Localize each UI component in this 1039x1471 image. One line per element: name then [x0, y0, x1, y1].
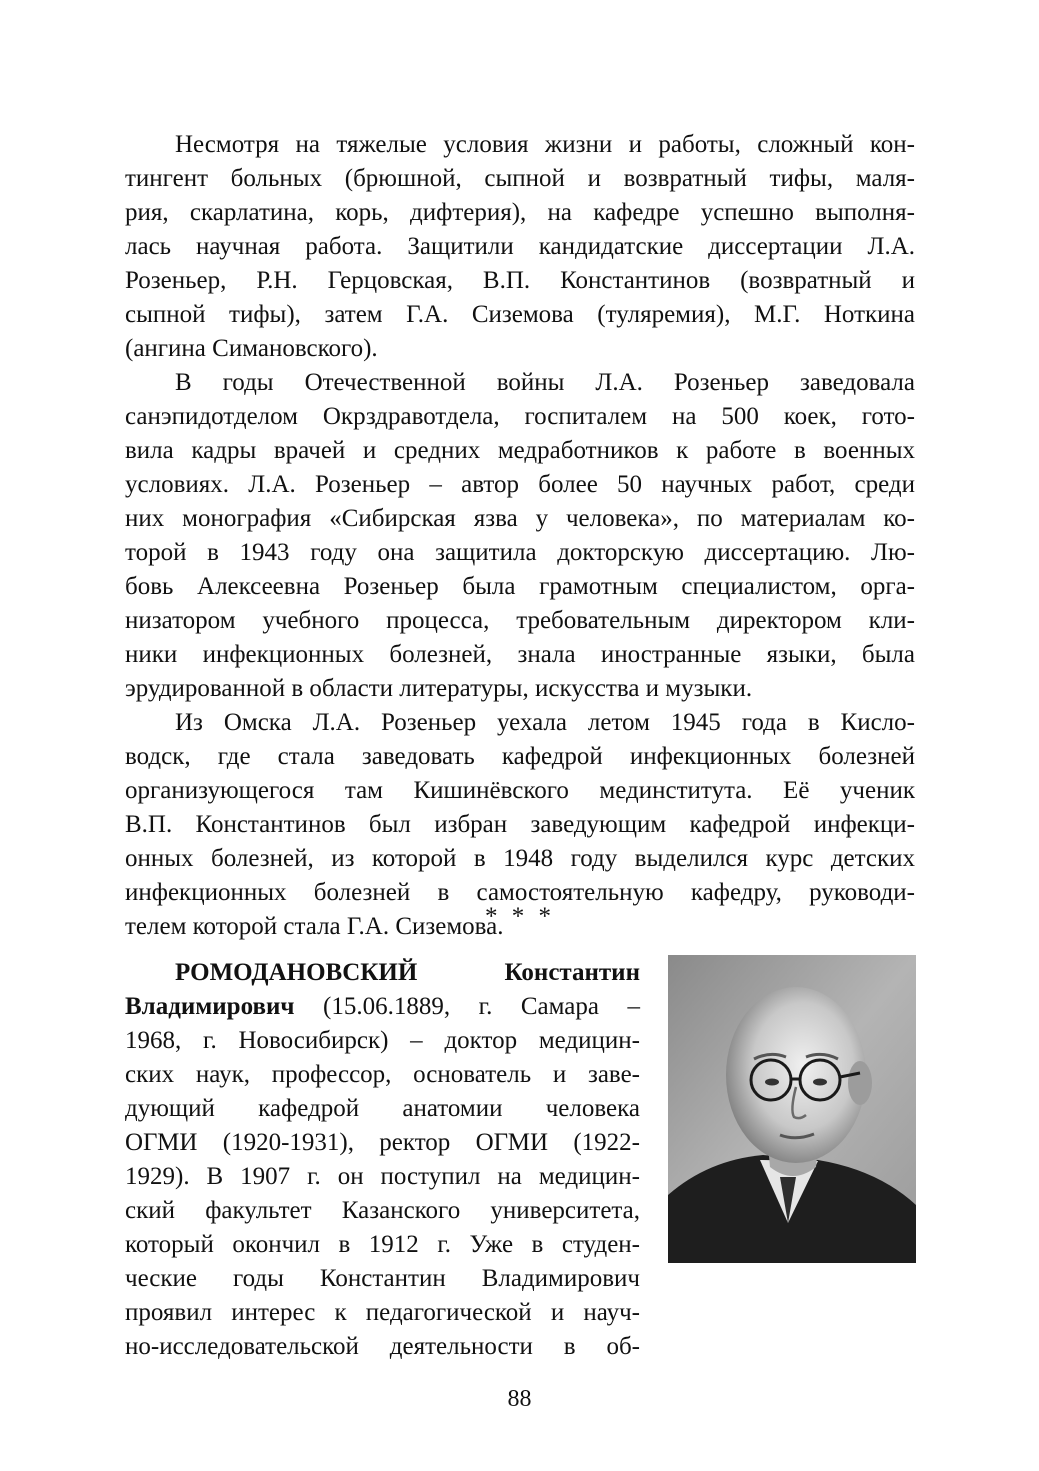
bio-line: но-исследовательской деятельности в об-	[125, 1333, 640, 1360]
portrait-photo	[668, 955, 916, 1263]
bio-line: который окончил в 1912 г. Уже в студен-	[125, 1231, 640, 1258]
text-line: организующегося там Кишинёвского мединститута. Её ученик	[125, 777, 915, 804]
text-line: рия, скарлатина, корь, дифтерия), на кафедре успешно выполня-	[125, 199, 915, 226]
text-line: лась научная работа. Защитили кандидатские диссертации Л.А.	[125, 233, 915, 260]
bio-patronymic: Владимирович	[125, 993, 295, 1020]
text-line: телем которой стала Г.А. Сиземова.	[125, 913, 504, 940]
bio-line: 1929). В 1907 г. он поступил на медицин-	[125, 1163, 640, 1190]
text-line: Розеньер, Р.Н. Герцовская, В.П. Константинов (возвратный и	[125, 267, 915, 294]
text-line: условиях. Л.А. Розеньер – автор более 50 научных работ, среди	[125, 471, 915, 498]
text-line: вила кадры врачей и средних медработников к работе в военных	[125, 437, 915, 464]
text-line: онных болезней, из которой в 1948 году выделился курс детских	[125, 845, 915, 872]
text-line: эрудированной в области литературы, искусства и музыки.	[125, 675, 753, 702]
text-line: торой в 1943 году она защитила докторскую диссертацию. Лю-	[125, 539, 915, 566]
text-line: (ангина Симановского).	[125, 335, 378, 362]
bio-surname: РОМОДАНОВСКИЙ	[175, 959, 418, 986]
text-line: водск, где стала заведовать кафедрой инфекционных болезней	[125, 743, 915, 770]
bio-heading-line	[125, 956, 640, 990]
text-line: бовь Алексеевна Розеньер была грамотным специалистом, орга-	[125, 573, 915, 600]
text-line: ники инфекционных болезней, знала иностранные языки, была	[125, 641, 915, 668]
bio-dates: (15.06.1889, г. Самара –	[294, 993, 640, 1020]
text-line: низатором учебного процесса, требовательным директором кли-	[125, 607, 915, 634]
bio-line: ОГМИ (1920-1931), ректор ОГМИ (1922-	[125, 1129, 640, 1156]
bio-line	[125, 990, 640, 1024]
bio-line: ский факультет Казанского университета,	[125, 1197, 640, 1224]
text-line: Из Омска Л.А. Розеньер уехала летом 1945 года в Кисло-	[175, 709, 915, 736]
text-line: В.П. Константинов был избран заведующим кафедрой инфекци-	[125, 811, 915, 838]
text-line: санэпидотделом Окрздравотдела, госпиталем на 500 коек, гото-	[125, 403, 915, 430]
bio-line: ческие годы Константин Владимирович	[125, 1265, 640, 1292]
text-line: инфекционных болезней в самостоятельную кафедру, руководи-	[125, 879, 915, 906]
section-separator: * * *	[485, 903, 555, 930]
bio-line: дующий кафедрой анатомии человека	[125, 1095, 640, 1122]
text-line: В годы Отечественной войны Л.А. Розеньер заведовала	[175, 369, 915, 396]
text-line: них монография «Сибирская язва у человека», по материалам ко-	[125, 505, 915, 532]
text-line: сыпной тифы), затем Г.А. Сиземова (туляремия), М.Г. Ноткина	[125, 301, 915, 328]
bio-line: ских наук, профессор, основатель и заве-	[125, 1061, 640, 1088]
text-line: Несмотря на тяжелые условия жизни и работы, сложный кон-	[175, 131, 915, 158]
bio-line: 1968, г. Новосибирск) – доктор медицин-	[125, 1027, 640, 1054]
bio-line: проявил интерес к педагогической и науч-	[125, 1299, 640, 1326]
bio-first-name: Константин	[504, 959, 640, 986]
page-number: 88	[507, 1386, 532, 1412]
text-line: тингент больных (брюшной, сыпной и возвратный тифы, маля-	[125, 165, 915, 192]
